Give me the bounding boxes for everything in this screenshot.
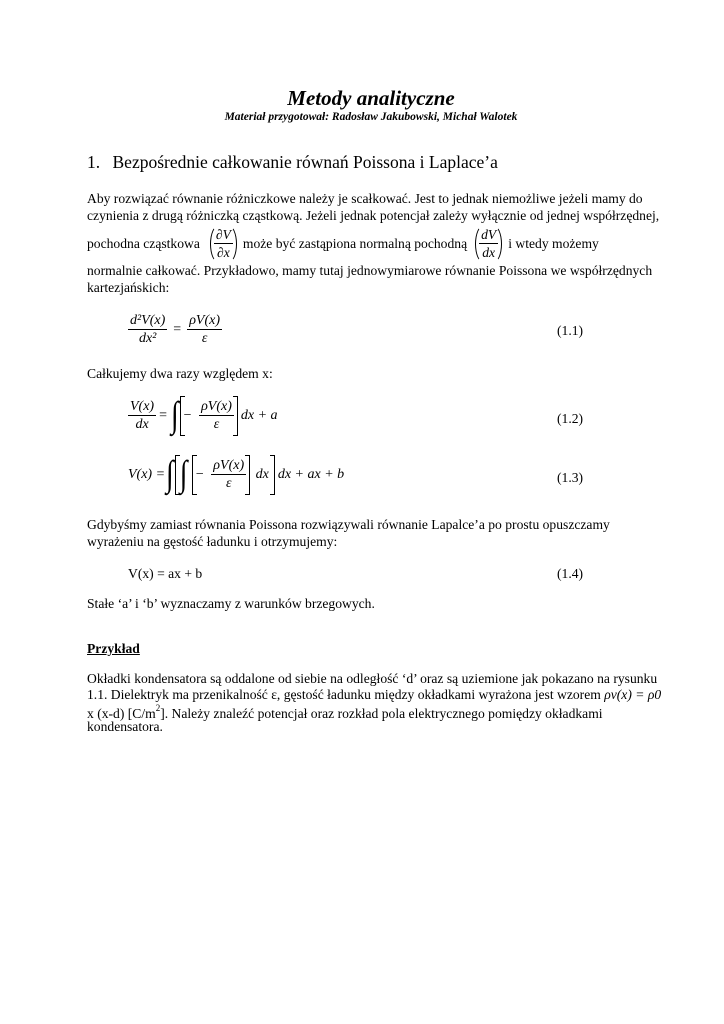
integral-sign: ∫	[166, 454, 174, 495]
bracket-expression: − $\frac{\rho V(x)}{\varepsilon}$	[180, 398, 238, 434]
paragraph-line: wyrażeniu na gęstość ładunku i otrzymujemy:	[87, 534, 338, 549]
paragraph-line: Stałe ‘a’ i ‘b’ wyznaczamy z warunków brzegowych.	[87, 596, 375, 611]
eq3-tail: dx + ax + b	[277, 467, 345, 482]
eq1-lhs-denominator: dx²	[128, 329, 167, 348]
example-heading-text: Przykład	[87, 641, 140, 656]
paragraph-line: kondensatora.	[87, 719, 163, 734]
page-subtitle: Materiał przygotował: Radosław Jakubowski, Michał Walotek	[224, 111, 518, 123]
paragraph-line: Okładki kondensatora są oddalone od siebie na odległość ‘d’ oraz są uziemione jak pokazano na rysunku	[87, 671, 658, 686]
equation-number: (1.3)	[557, 470, 584, 485]
section-heading	[87, 152, 498, 173]
section-number: 1.	[87, 152, 101, 172]
eq2-inner-numerator: ρV(x)	[201, 399, 232, 414]
equation-1-1: $\frac{\text{d²V(x)}}{\text{dx²}}$ = $\frac{\rho V(x)}{\varepsilon}$	[130, 313, 221, 346]
normal-numerator: dV	[481, 227, 497, 242]
normal-denominator: dx	[479, 243, 498, 262]
eq2-lhs-numerator: V(x)	[130, 399, 155, 414]
paragraph-line: normalnie całkować. Przykładowo, mamy tutaj jednowymiarowe równanie Poissona we współrzędnych	[87, 263, 653, 278]
inner-bracket: − $\frac{\rho V(x)}{\varepsilon}$	[192, 457, 250, 493]
exponent: 2	[155, 703, 161, 713]
paragraph-line	[87, 687, 661, 703]
eq2-lhs-denominator: dx	[128, 415, 156, 434]
paragraph-line: Gdybyśmy zamiast równania Poissona rozwiązywali równanie Lapalce’a po prostu opuszczamy	[87, 517, 610, 532]
eq1-rhs-denominator: ε	[187, 329, 222, 348]
page-title: Metody analityczne	[287, 86, 455, 110]
paragraph-text: pochodna cząstkowa	[87, 236, 200, 251]
eq2-tail: dx + a	[240, 408, 278, 423]
integral-sign: ∫	[179, 454, 188, 495]
integral-sign: ∫	[171, 395, 179, 436]
equation-1-4: V(x) = ax + b	[128, 566, 203, 581]
eq3-inner-numerator: ρV(x)	[213, 458, 245, 473]
example-heading	[87, 641, 140, 657]
partial-numerator: ∂V	[215, 227, 231, 242]
equation-1-2: $\frac{V(x)}{dx}$ = ∫ − $\frac{\rho V(x)}{\varepsilon}$ dx + a	[130, 395, 278, 436]
paragraph-text: ]. Należy znaleźć potencjał oraz rozkład pola elektrycznego pomiędzy okładkami	[160, 706, 603, 721]
paragraph-text: i wtedy możemy	[508, 236, 599, 251]
equation-number: (1.4)	[557, 566, 584, 581]
paragraph-line: Całkujemy dwa razy względem x:	[87, 366, 273, 381]
eq1-rhs-numerator: ρV(x)	[189, 313, 221, 328]
paragraph-text: x (x-d) [C/m	[87, 706, 156, 721]
paragraph-line: kartezjańskich:	[87, 280, 170, 295]
paragraph-line: Aby rozwiązać równanie różniczkowe należy je scałkować. Jest to jednak niemożliwe jeżeli mamy do	[87, 191, 643, 206]
paragraph-text: może być zastąpiona normalną pochodną	[242, 236, 468, 251]
paragraph-text: 1.1. Dielektryk ma przenikalność ε, gęstość ładunku między okładkami wyrażona jest wzorem	[87, 687, 605, 702]
eq3-inner-denominator: ε	[211, 474, 246, 493]
equation-1-3	[128, 454, 345, 495]
eq3-lhs: V(x) =	[128, 467, 166, 482]
equation-number: (1.2)	[557, 411, 584, 426]
eq1-lhs-numerator: d²V(x)	[130, 313, 166, 328]
charge-density-formula: ρv(x) = ρ0	[604, 687, 662, 702]
section-title: Bezpośrednie całkowanie równań Poissona i Laplace’a	[112, 152, 498, 172]
eq2-inner-denominator: ε	[199, 415, 234, 434]
paragraph-line: czynienia z drugą różniczką cząstkową. Jeżeli jednak potencjał zależy wyłącznie od jednej współrzędnej,	[87, 208, 660, 223]
partial-denominator: ∂x	[214, 243, 233, 262]
equation-number: (1.1)	[557, 323, 584, 338]
outer-bracket: ∫ − $\frac{\rho V(x)}{\varepsilon}$ dx	[175, 457, 275, 493]
paragraph-line	[87, 703, 603, 722]
normal-derivative	[475, 225, 502, 263]
paragraph-line-with-derivatives	[87, 224, 599, 264]
partial-derivative	[210, 225, 237, 263]
